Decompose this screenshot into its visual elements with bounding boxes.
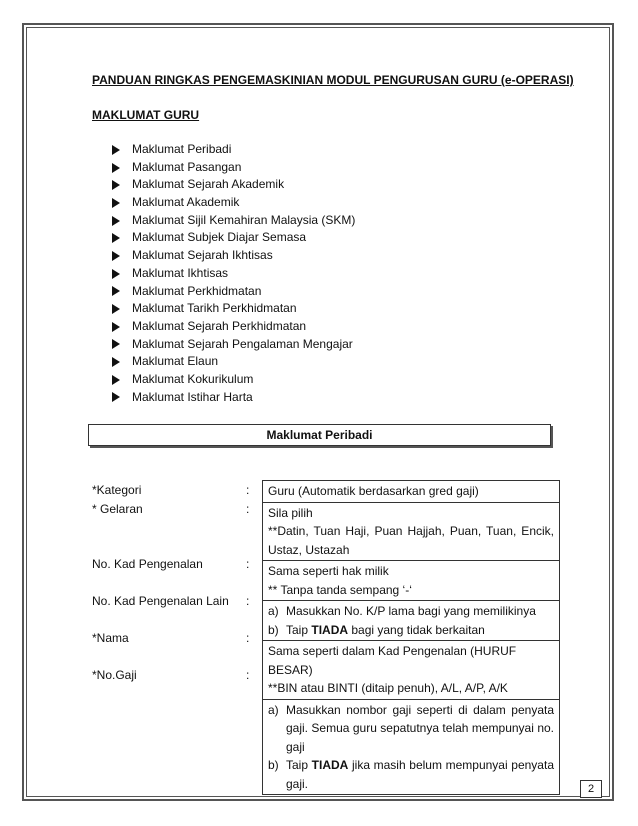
arrow-bullet-icon (112, 339, 120, 349)
arrow-bullet-icon (112, 216, 120, 226)
list-item: Maklumat Pasangan (112, 159, 355, 177)
nama-value: Sama seperti dalam Kad Pengenalan (HURUF BESAR) **BIN atau BINTI (ditaip penuh), A/L, A/P, A/K (263, 641, 560, 700)
field-label-no-gaji: *No.Gaji (92, 668, 137, 682)
field-colon: : (246, 483, 250, 497)
arrow-bullet-icon (112, 304, 120, 314)
section-title-box (88, 424, 551, 446)
table-row (263, 699, 560, 795)
list-item: Maklumat Istihar Harta (112, 389, 355, 407)
kad-pengenalan-value: Sama seperti hak milik ** Tanpa tanda sempang ‘-‘ (263, 561, 560, 601)
list-item: Maklumat Sijil Kemahiran Malaysia (SKM) (112, 212, 355, 230)
arrow-bullet-icon (112, 145, 120, 155)
table-row (263, 561, 560, 601)
field-label-kategori: *Kategori (92, 483, 142, 497)
list-item: Maklumat Elaun (112, 353, 355, 371)
arrow-bullet-icon (112, 233, 120, 243)
list-item: Maklumat Tarikh Perkhidmatan (112, 300, 355, 318)
arrow-bullet-icon (112, 180, 120, 190)
table-row (263, 502, 560, 561)
arrow-bullet-icon (112, 251, 120, 261)
arrow-bullet-icon (112, 322, 120, 332)
list-item: Maklumat Sejarah Ikhtisas (112, 247, 355, 265)
kad-pengenalan-lain-value: a) Masukkan No. K/P lama bagi yang memilikinya b) Taip TIADA bagi yang tidak berkaitan (263, 601, 560, 641)
field-colon: : (246, 668, 250, 682)
list-item: Maklumat Sejarah Akademik (112, 176, 355, 194)
table-row (263, 481, 560, 503)
arrow-bullet-icon (112, 392, 120, 402)
arrow-bullet-icon (112, 375, 120, 385)
gelaran-value: Sila pilih **Datin, Tuan Haji, Puan Hajjah, Puan, Tuan, Encik, Ustaz, Ustazah (263, 502, 560, 561)
section-heading: MAKLUMAT GURU (92, 108, 200, 122)
field-label-nama: *Nama (92, 631, 129, 645)
list-item: Maklumat Ikhtisas (112, 265, 355, 283)
table-row (263, 641, 560, 700)
list-item: Maklumat Sejarah Pengalaman Mengajar (112, 336, 355, 354)
field-colon: : (246, 594, 250, 608)
kategori-value: Guru (Automatik berdasarkan gred gaji) (263, 481, 560, 503)
list-item: Maklumat Subjek Diajar Semasa (112, 229, 355, 247)
list-item: Maklumat Perkhidmatan (112, 283, 355, 301)
field-label-kad-pengenalan: No. Kad Pengenalan (92, 557, 203, 571)
field-colon: : (246, 557, 250, 571)
list-item: Maklumat Sejarah Perkhidmatan (112, 318, 355, 336)
field-colon: : (246, 631, 250, 645)
arrow-bullet-icon (112, 198, 120, 208)
list-item: Maklumat Peribadi (112, 141, 355, 159)
section-title: Maklumat Peribadi (266, 428, 373, 442)
arrow-bullet-icon (112, 269, 120, 279)
field-label-kad-pengenalan-lain: No. Kad Pengenalan Lain (92, 594, 229, 608)
page-number: 2 (580, 780, 602, 798)
bullet-list (112, 141, 355, 406)
list-item: Maklumat Akademik (112, 194, 355, 212)
arrow-bullet-icon (112, 357, 120, 367)
field-colon: : (246, 502, 250, 516)
no-gaji-value: a) Masukkan nombor gaji seperti di dalam penyata gaji. Semua guru sepatutnya telah mempunyai no. gaji b) Taip TIADA jika masih belum mempunyai penyata gaji. (263, 699, 560, 795)
field-values-table (262, 480, 560, 795)
field-label-gelaran: * Gelaran (92, 502, 143, 516)
document-title: PANDUAN RINGKAS PENGEMASKINIAN MODUL PENGURUSAN GURU (e-OPERASI) (92, 73, 574, 87)
table-row (263, 601, 560, 641)
list-item: Maklumat Kokurikulum (112, 371, 355, 389)
arrow-bullet-icon (112, 163, 120, 173)
arrow-bullet-icon (112, 286, 120, 296)
